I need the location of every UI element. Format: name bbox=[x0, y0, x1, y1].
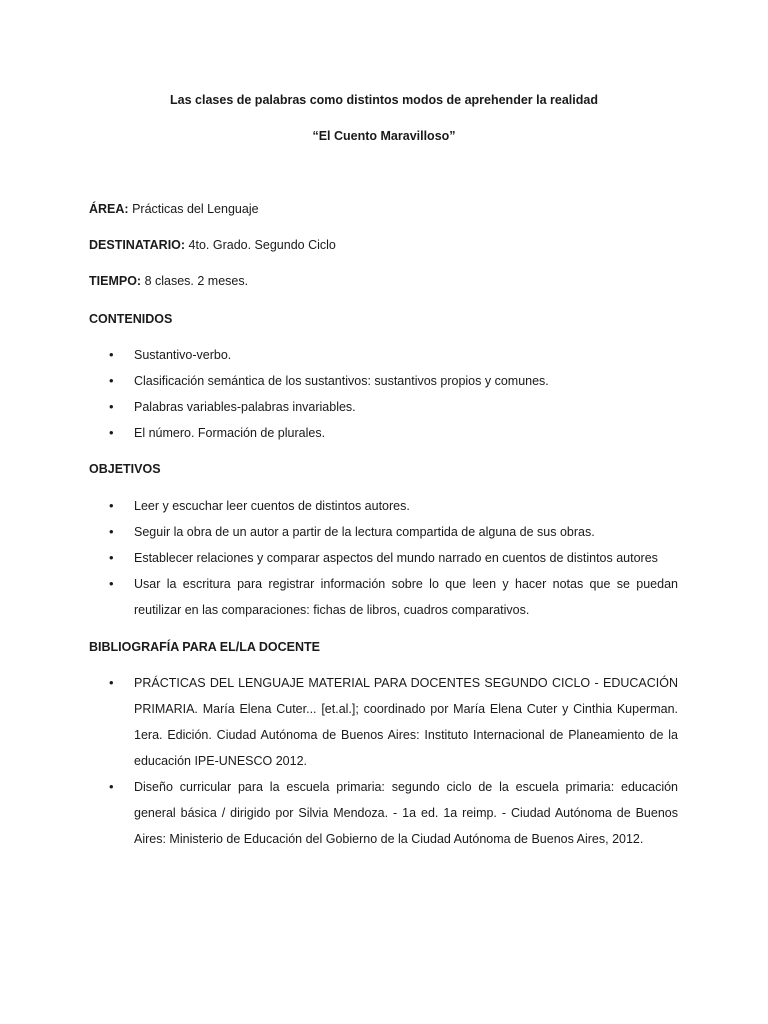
list-item: • Diseño curricular para la escuela primaria: segundo ciclo de la escuela primaria: educación general básica / dirigido por Silvia Mendoza. - 1a ed. 1a reimp. - Ciudad Autónoma de Buenos Aires: Ministerio de Educación del Gobierno de la Ciudad Autónoma de Buenos Aires, 2012. bbox=[134, 774, 678, 852]
document-subtitle: “El Cuento Maravilloso” bbox=[312, 129, 456, 143]
tiempo-field bbox=[89, 274, 248, 288]
list-item: • Establecer relaciones y comparar aspectos del mundo narrado en cuentos de distintos autores bbox=[134, 545, 678, 571]
document-title: Las clases de palabras como distintos modos de aprehender la realidad bbox=[170, 93, 598, 107]
objetivos-heading: OBJETIVOS bbox=[89, 462, 161, 476]
bibliografia-heading: BIBLIOGRAFÍA PARA EL/LA DOCENTE bbox=[89, 640, 321, 654]
list-item: • PRÁCTICAS DEL LENGUAJE MATERIAL PARA DOCENTES SEGUNDO CICLO - EDUCACIÓN PRIMARIA. María Elena Cuter... [et.al.]; coordinado por María Elena Cuter y Cinthia Kuperman. 1era. Edición. Ciudad Autónoma de Buenos Aires: Instituto Internacional de Planeamiento de la educación IPE-UNESCO 2012. bbox=[134, 670, 678, 774]
tiempo-value: 8 clases. 2 meses. bbox=[144, 274, 249, 288]
bibliografia-list bbox=[134, 670, 678, 852]
objetivos-list bbox=[134, 493, 678, 623]
list-item: • Seguir la obra de un autor a partir de la lectura compartida de alguna de sus obras. bbox=[134, 519, 678, 545]
contenidos-list bbox=[134, 342, 678, 446]
list-item: • Leer y escuchar leer cuentos de distintos autores. bbox=[134, 493, 678, 519]
destinatario-label: DESTINATARIO: bbox=[89, 238, 186, 252]
area-label: ÁREA: bbox=[89, 202, 129, 216]
destinatario-field bbox=[89, 238, 336, 252]
area-value: Prácticas del Lenguaje bbox=[132, 202, 259, 216]
list-item: • Clasificación semántica de los sustantivos: sustantivos propios y comunes. bbox=[134, 368, 678, 394]
contenidos-heading: CONTENIDOS bbox=[89, 312, 173, 326]
list-item: • El número. Formación de plurales. bbox=[134, 420, 678, 446]
destinatario-value: 4to. Grado. Segundo Ciclo bbox=[188, 238, 336, 252]
list-item: • Palabras variables-palabras invariables. bbox=[134, 394, 678, 420]
list-item: • Usar la escritura para registrar información sobre lo que leen y hacer notas que se puedan reutilizar en las comparaciones: fichas de libros, cuadros comparativos. bbox=[134, 571, 678, 623]
tiempo-label: TIEMPO: bbox=[89, 274, 142, 288]
area-field bbox=[89, 202, 259, 216]
list-item: • Sustantivo-verbo. bbox=[134, 342, 678, 368]
